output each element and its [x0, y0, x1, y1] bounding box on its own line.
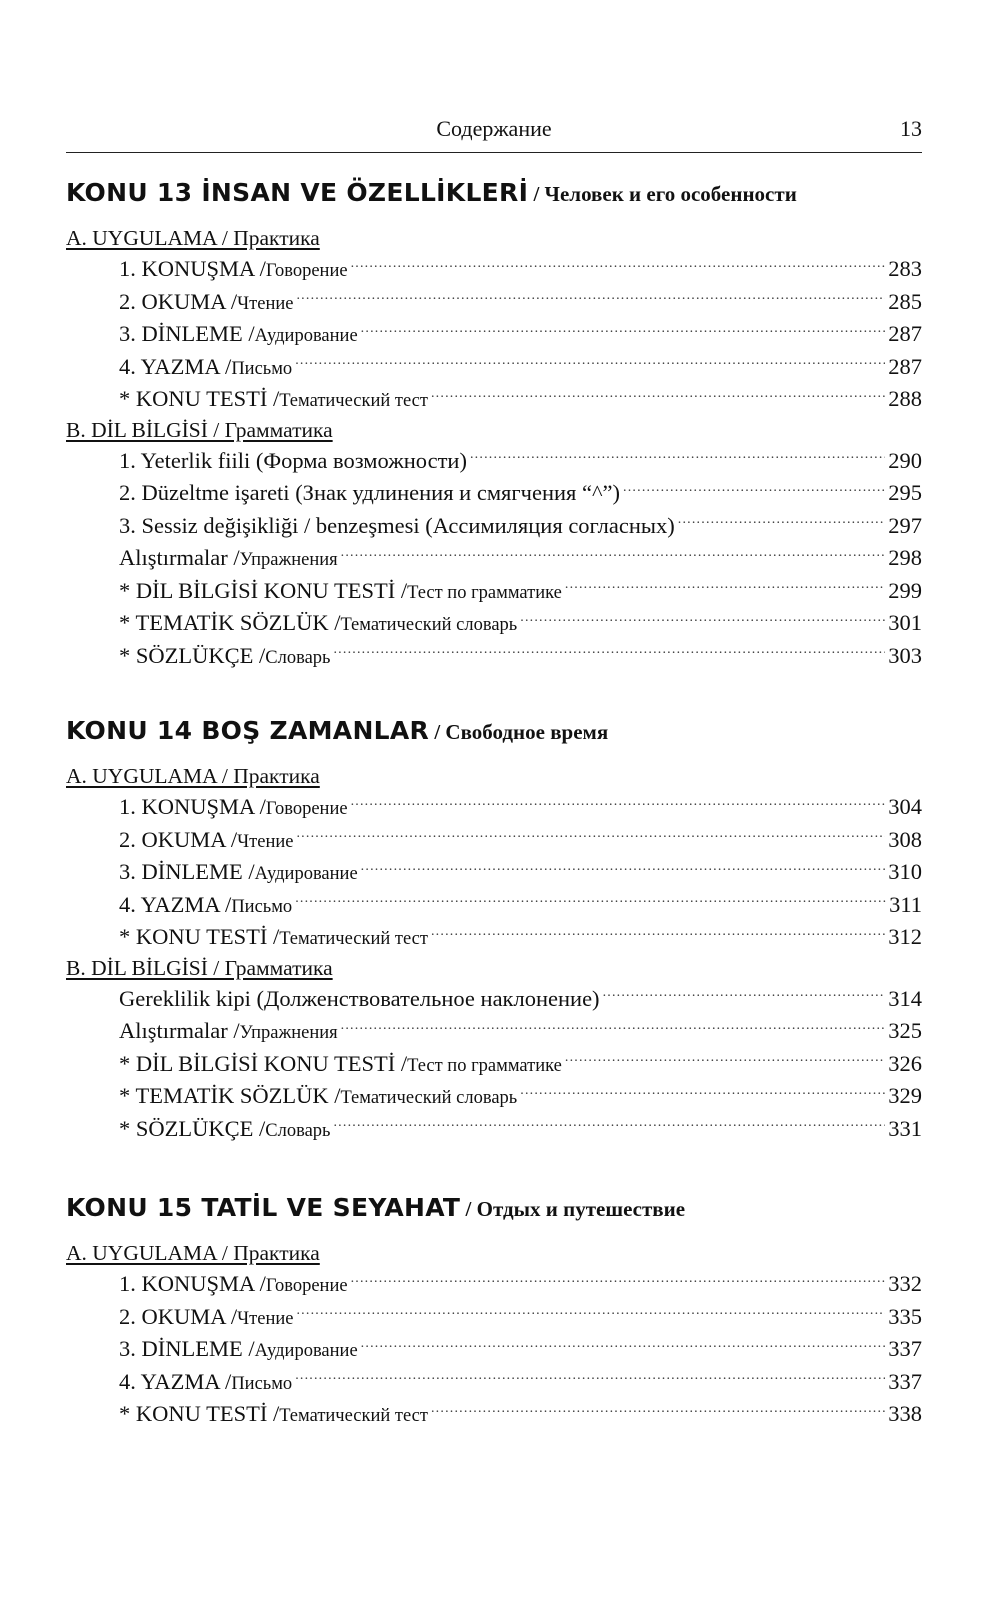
entry-title: 1. Yeterlik fiili (Форма возможности): [119, 447, 467, 473]
dot-leader: [603, 983, 886, 1006]
dot-leader: [431, 384, 885, 407]
entry-page-number: 283: [888, 256, 922, 281]
entry-title: * KONU TESTİ /: [119, 924, 280, 949]
entry-title: * SÖZLÜKÇE /: [119, 1115, 266, 1141]
toc-entry[interactable]: [66, 1048, 922, 1081]
entry-title: Gereklilik kipi (Долженствовательное наклонение): [119, 985, 600, 1011]
entry-title-ru: Аудирование: [254, 326, 358, 346]
entry-title: * TEMATİK SÖZLÜK /: [119, 1083, 341, 1108]
entry-page-number: 326: [888, 1050, 922, 1076]
entry-title: * DİL BİLGİSİ KONU TESTİ /: [119, 577, 408, 603]
entry-title: 2. Düzeltme işareti (Знак удлинения и смягчения “^”): [119, 480, 621, 505]
section-title-ru: / Свободное время: [429, 720, 609, 744]
entry-title-ru: Говорение: [265, 1276, 348, 1296]
entry-page-number: 304: [888, 794, 922, 819]
dot-leader: [341, 1016, 886, 1039]
entry-page-number: 299: [888, 577, 922, 603]
dot-leader: [295, 889, 886, 912]
entry-page-number: 290: [888, 447, 922, 473]
section-title-tr: KONU 13 İNSAN VE ÖZELLİKLERİ: [66, 178, 529, 207]
toc-entry[interactable]: [66, 575, 922, 608]
entry-title-ru: Упражнения: [239, 1023, 338, 1043]
entry-page-number: 295: [888, 480, 922, 505]
entry-title-ru: Письмо: [231, 1373, 293, 1394]
dot-leader: [470, 445, 885, 468]
toc-entry[interactable]: [66, 921, 922, 954]
dot-leader: [431, 1399, 885, 1422]
toc-entry[interactable]: [66, 856, 922, 889]
entry-page-number: 287: [888, 353, 922, 379]
entry-title: 1. KONUŞMA /: [119, 256, 266, 281]
entry-page-number: 287: [888, 321, 922, 346]
entry-title: Alıştırmalar /: [119, 1018, 240, 1043]
entry-title-ru: Говорение: [265, 799, 348, 819]
toc-entry[interactable]: [66, 1333, 922, 1366]
entry-page-number: 288: [888, 386, 922, 411]
toc-section: [66, 1193, 922, 1431]
page-header: [66, 112, 922, 153]
subsection-heading: [66, 954, 922, 983]
entry-page-number: 332: [888, 1271, 922, 1296]
toc-entry[interactable]: [66, 383, 922, 416]
dot-leader: [565, 575, 885, 598]
entry-title: * SÖZLÜKÇE /: [119, 642, 266, 668]
entry-title: * KONU TESTİ /: [119, 1401, 280, 1426]
entry-title-ru: Тематический тест: [279, 391, 428, 411]
section-title-ru: / Человек и его особенности: [528, 182, 797, 206]
toc-section: [66, 716, 922, 1145]
entry-title: 3. DİNLEME /: [119, 1336, 255, 1361]
toc-entry[interactable]: [66, 286, 922, 319]
entry-title: * KONU TESTİ /: [119, 386, 280, 411]
toc-section: [66, 178, 922, 672]
subsection-heading: [66, 762, 922, 791]
entry-title: 3. DİNLEME /: [119, 321, 255, 346]
entry-page-number: 298: [888, 545, 922, 570]
entry-title-ru: Чтение: [237, 831, 294, 852]
dot-leader: [333, 1113, 885, 1136]
subsection-heading-text: A. UYGULAMA / Практика: [66, 1241, 320, 1265]
entry-title-ru: Упражнения: [239, 550, 338, 570]
dot-leader: [296, 1301, 885, 1324]
entry-page-number: 329: [888, 1083, 922, 1108]
toc-entry[interactable]: [66, 253, 922, 286]
entry-page-number: 308: [888, 826, 922, 852]
entry-title: * DİL BİLGİSİ KONU TESTİ /: [119, 1050, 408, 1076]
toc-entry[interactable]: [66, 889, 922, 922]
entry-title-ru: Говорение: [265, 261, 348, 281]
entry-page-number: 311: [889, 891, 922, 917]
dot-leader: [341, 543, 886, 566]
dot-leader: [333, 640, 885, 663]
subsection-heading-text: A. UYGULAMA / Практика: [66, 764, 320, 788]
toc-entry[interactable]: [66, 1366, 922, 1399]
entry-title: 2. OKUMA /: [119, 288, 238, 314]
toc-entry[interactable]: [66, 510, 922, 543]
entry-title: 4. YAZMA /: [119, 891, 232, 917]
dot-leader: [351, 1269, 886, 1292]
section-title: [66, 178, 922, 224]
entry-page-number: 335: [888, 1303, 922, 1329]
entry-page-number: 338: [888, 1401, 922, 1426]
dot-leader: [351, 792, 886, 815]
entry-title-ru: Чтение: [237, 293, 294, 314]
dot-leader: [431, 922, 885, 945]
entry-title-ru: Письмо: [231, 896, 293, 917]
subsection-heading-text: A. UYGULAMA / Практика: [66, 226, 320, 250]
subsection-heading: [66, 224, 922, 253]
subsection-heading: [66, 416, 922, 445]
entry-page-number: 303: [888, 642, 922, 668]
entry-page-number: 301: [888, 610, 922, 635]
entry-page-number: 314: [888, 985, 922, 1011]
entry-title: 3. Sessiz değişikliği / benzeşmesi (Ассимиляция согласных): [119, 512, 675, 538]
toc-entry[interactable]: [66, 983, 922, 1016]
subsection-heading: [66, 1239, 922, 1268]
toc-entry[interactable]: [66, 445, 922, 478]
toc-entry[interactable]: [66, 1268, 922, 1301]
entry-title-ru: Тест по грамматике: [407, 1055, 562, 1076]
dot-leader: [565, 1048, 885, 1071]
entry-title-ru: Тематический тест: [279, 1406, 428, 1426]
dot-leader: [520, 608, 885, 631]
dot-leader: [361, 1334, 886, 1357]
toc-entry[interactable]: [66, 1398, 922, 1431]
toc-entry[interactable]: [66, 477, 922, 510]
entry-title-ru: Аудирование: [254, 1341, 358, 1361]
entry-title: 4. YAZMA /: [119, 1368, 232, 1394]
toc-entry[interactable]: [66, 318, 922, 351]
entry-title-ru: Тематический словарь: [340, 615, 518, 635]
entry-title-ru: Тематический словарь: [340, 1088, 518, 1108]
section-title-ru: / Отдых и путешествие: [460, 1197, 686, 1221]
entry-title-ru: Словарь: [265, 647, 331, 668]
toc-entry[interactable]: [66, 542, 922, 575]
entry-title: 4. YAZMA /: [119, 353, 232, 379]
entry-page-number: 312: [888, 924, 922, 949]
entry-title: 1. KONUŞMA /: [119, 1271, 266, 1296]
entry-page-number: 325: [888, 1018, 922, 1043]
subsection-heading-text: B. DİL BİLGİSİ / Грамматика: [66, 417, 333, 442]
dot-leader: [361, 857, 886, 880]
entry-title: Alıştırmalar /: [119, 545, 240, 570]
section-title: [66, 716, 922, 762]
entry-page-number: 337: [888, 1368, 922, 1394]
entry-title-ru: Тест по грамматике: [407, 582, 562, 603]
toc-entry[interactable]: [66, 824, 922, 857]
page-title: Содержание: [436, 116, 552, 141]
entry-page-number: 297: [888, 512, 922, 538]
entry-title: 3. DİNLEME /: [119, 859, 255, 884]
dot-leader: [296, 286, 885, 309]
dot-leader: [295, 351, 885, 374]
dot-leader: [295, 1366, 885, 1389]
dot-leader: [361, 319, 886, 342]
entry-title: * TEMATİK SÖZLÜK /: [119, 610, 341, 635]
entry-page-number: 337: [888, 1336, 922, 1361]
subsection-heading-text: B. DİL BİLGİSİ / Грамматика: [66, 955, 333, 980]
dot-leader: [520, 1081, 885, 1104]
section-title: [66, 1193, 922, 1239]
entry-page-number: 331: [888, 1115, 922, 1141]
dot-leader: [296, 824, 885, 847]
entry-title-ru: Тематический тест: [279, 929, 428, 949]
toc-entry[interactable]: [66, 1301, 922, 1334]
entry-page-number: 310: [888, 859, 922, 884]
toc-entry[interactable]: [66, 351, 922, 384]
dot-leader: [623, 478, 885, 501]
entry-title-ru: Письмо: [231, 358, 293, 379]
toc-entry[interactable]: [66, 791, 922, 824]
entry-title-ru: Чтение: [237, 1308, 294, 1329]
toc-entry[interactable]: [66, 1113, 922, 1146]
section-title-tr: KONU 15 TATİL VE SEYAHAT: [66, 1193, 461, 1222]
toc-entry[interactable]: [66, 607, 922, 640]
toc-entry[interactable]: [66, 640, 922, 673]
entry-page-number: 285: [888, 288, 922, 314]
entry-title-ru: Словарь: [265, 1120, 331, 1141]
entry-title-ru: Аудирование: [254, 864, 358, 884]
entry-title: 2. OKUMA /: [119, 1303, 238, 1329]
entry-title: 2. OKUMA /: [119, 826, 238, 852]
entry-title: 1. KONUŞMA /: [119, 794, 266, 819]
toc-entry[interactable]: [66, 1015, 922, 1048]
toc-entry[interactable]: [66, 1080, 922, 1113]
dot-leader: [678, 510, 886, 533]
section-title-tr: KONU 14 BOŞ ZAMANLAR: [66, 716, 430, 745]
dot-leader: [351, 254, 886, 277]
page-number: 13: [900, 116, 922, 141]
